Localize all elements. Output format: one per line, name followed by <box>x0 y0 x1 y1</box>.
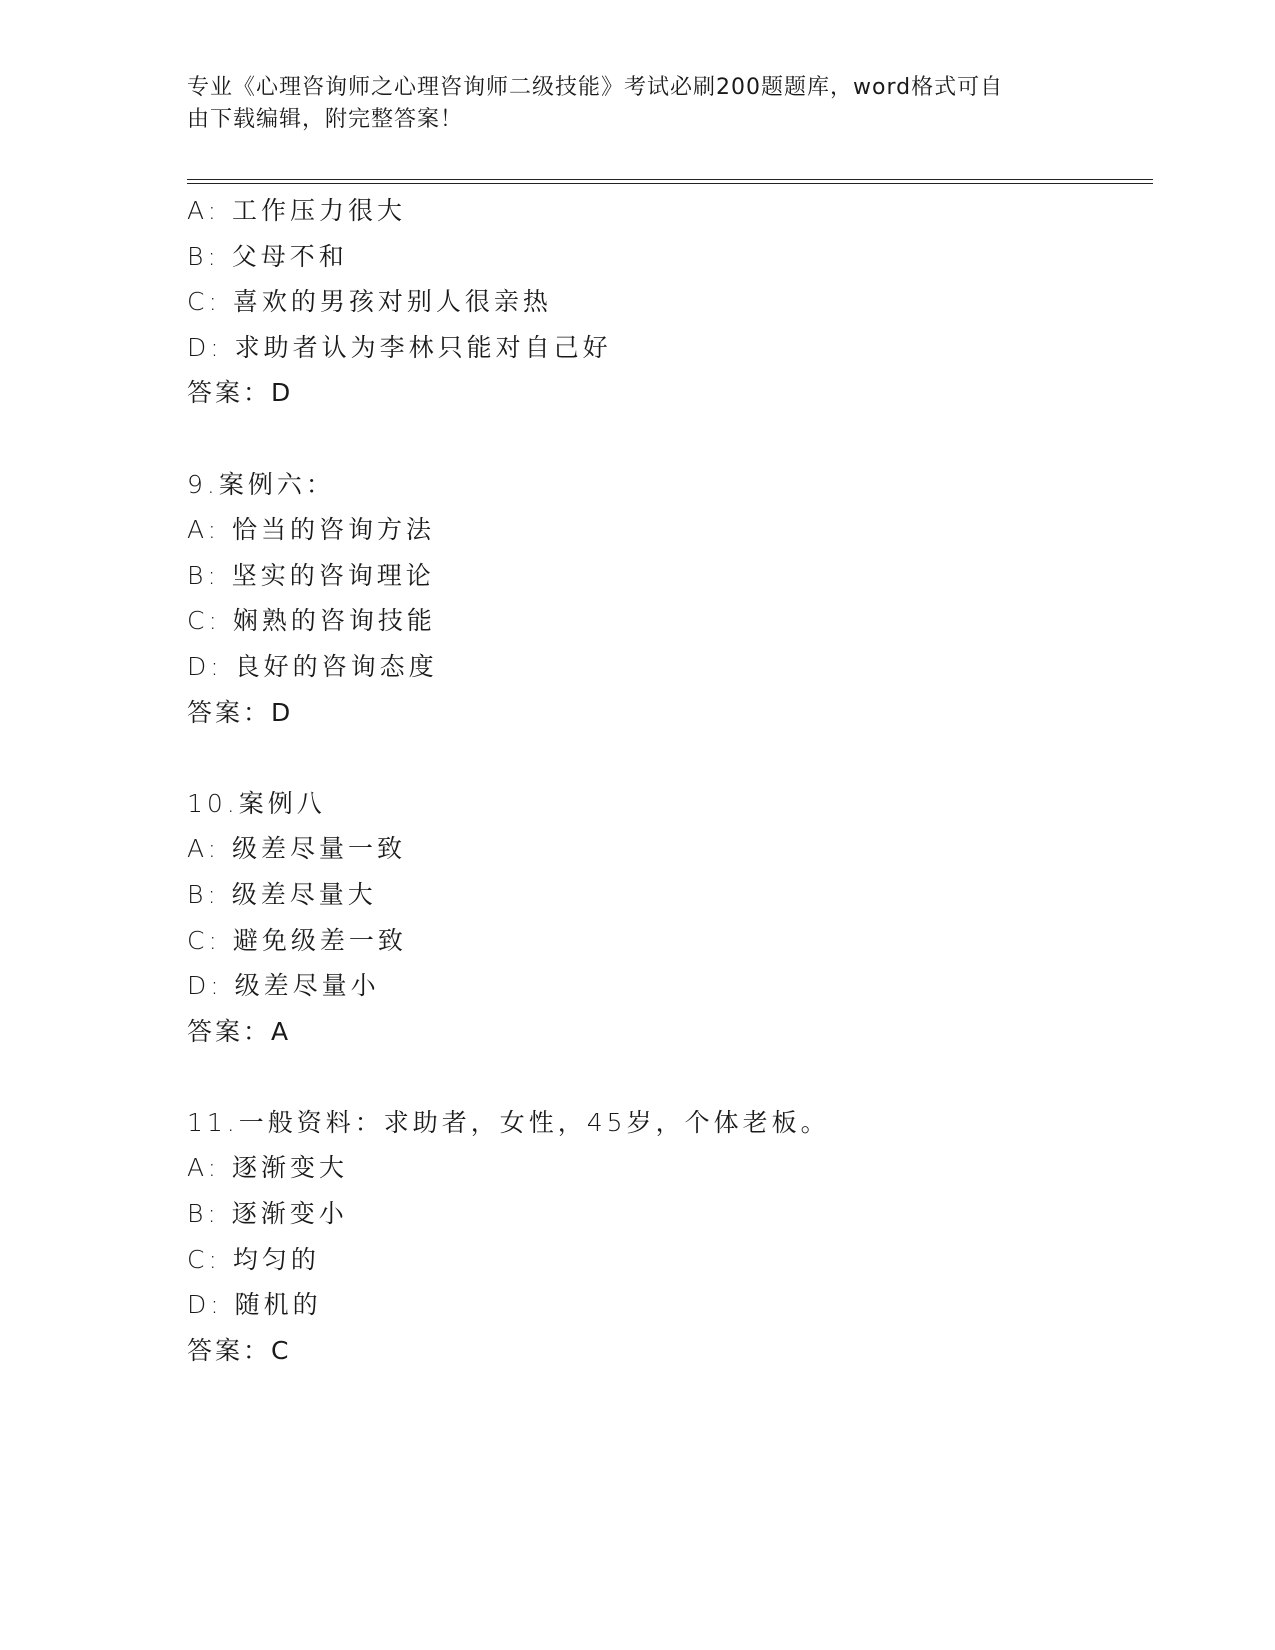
answer-line: 答案：D <box>187 378 294 408</box>
question-title: 9.案例六： <box>187 469 335 499</box>
question-title: 11.一般资料：求助者，女性，45岁，个体老板。 <box>187 1107 830 1137</box>
option-d: D: 级差尽量小 <box>187 971 380 1001</box>
spacer <box>187 1054 1147 1100</box>
spacer <box>187 416 1147 462</box>
option-d: D: 随机的 <box>187 1290 322 1320</box>
question-title: 10.案例八 <box>187 788 326 818</box>
header-divider-top <box>187 179 1153 180</box>
option-b: B: 逐渐变小 <box>187 1199 348 1229</box>
header-line-2: 由下载编辑，附完整答案！ <box>187 107 464 132</box>
answer-line: 答案：C <box>187 1335 292 1365</box>
option-c: C: 避免级差一致 <box>187 925 407 955</box>
option-b: B: 坚实的咨询理论 <box>187 560 435 590</box>
option-a: A: 级差尽量一致 <box>187 834 407 864</box>
option-c: C: 均匀的 <box>187 1244 320 1274</box>
option-b: B: 级差尽量大 <box>187 879 377 909</box>
answer-line: 答案：D <box>187 697 294 727</box>
option-a: A: 逐渐变大 <box>187 1153 349 1183</box>
option-b: B: 父母不和 <box>187 241 348 271</box>
option-d: D: 求助者认为李林只能对自己好 <box>187 332 612 362</box>
question-list <box>187 188 1147 1373</box>
spacer <box>187 735 1147 781</box>
header-line-1: 专业《心理咨询师之心理咨询师二级技能》考试必刷200题题库，word格式可自 <box>187 75 1004 100</box>
option-c: C: 喜欢的男孩对别人很亲热 <box>187 287 552 317</box>
answer-line: 答案：A <box>187 1016 292 1046</box>
option-c: C: 娴熟的咨询技能 <box>187 606 436 636</box>
header-divider-bottom <box>187 183 1153 184</box>
option-a: A: 工作压力很大 <box>187 196 407 225</box>
question-block <box>187 462 1147 736</box>
question-block <box>187 188 1147 416</box>
question-block <box>187 781 1147 1055</box>
option-a: A: 恰当的咨询方法 <box>187 515 436 545</box>
option-d: D: 良好的咨询态度 <box>187 651 438 681</box>
question-block <box>187 1100 1147 1374</box>
document-header <box>187 72 1087 136</box>
